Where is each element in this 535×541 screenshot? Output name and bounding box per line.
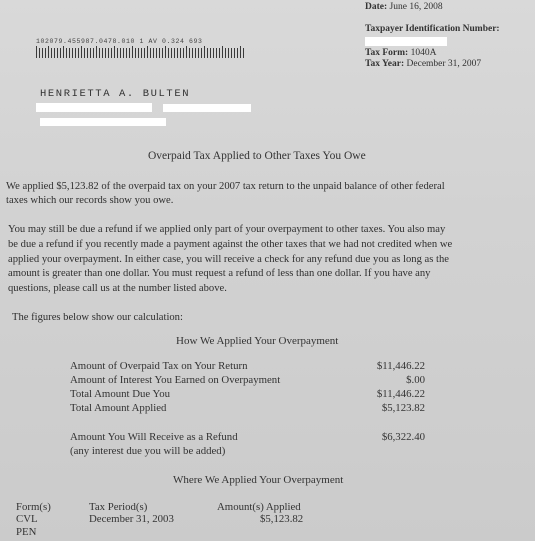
date-value: June 16, 2008 (389, 2, 443, 12)
calc-row-amount: $11,446.22 (376, 360, 425, 372)
taxpayer-name: HENRIETTA A. BULTEN (40, 88, 191, 100)
tax-form-line (365, 48, 436, 58)
refund-amount: $6,322.40 (381, 431, 425, 443)
redaction-address-2 (163, 104, 251, 112)
calc-row-amount: $.00 (406, 374, 425, 386)
table-cell-amount: $5,123.82 (260, 513, 304, 525)
calc-row-label: Amount of Interest You Earned on Overpayment (70, 374, 281, 386)
tax-year-line (365, 59, 481, 69)
calc-row-label: Total Amount Due You (70, 388, 171, 400)
paragraph-2-line-5: questions, please call us at the number listed above. (8, 283, 227, 294)
date-label: Date: (365, 2, 388, 12)
table-cell-period: December 31, 2003 (89, 513, 174, 525)
paragraph-2-line-4: amount is greater than one dollar. You must request a refund of less than one dollar. If you have any (8, 268, 431, 279)
calc-row-label: Amount of Overpaid Tax on Your Return (70, 360, 248, 372)
refund-label: Amount You Will Receive as a Refund (70, 431, 238, 443)
tax-form-label: Tax Form: (365, 48, 409, 58)
date-line (365, 2, 443, 12)
paragraph-2-line-2: be due a refund if you recently made a payment against the other taxes that we had not credited when we (8, 239, 453, 250)
table-cell-form: CVL (16, 513, 38, 525)
calc-row-amount: $11,446.22 (376, 388, 425, 400)
redaction-address-1 (36, 103, 152, 112)
redaction-tin (365, 37, 447, 46)
refund-note: (any interest due you will be added) (70, 445, 226, 457)
col-header-form: Form(s) (16, 501, 51, 513)
paragraph-1-line-1: We applied $5,123.82 of the overpaid tax on your 2007 tax return to the unpaid balance of other federal (6, 181, 445, 192)
tax-form-value: 1040A (410, 48, 437, 58)
calc-row-amount: $5,123.82 (381, 402, 425, 414)
paragraph-1-line-2: taxes which our records show you owe. (6, 195, 174, 206)
tax-year-label: Tax Year: (365, 59, 405, 69)
tin-label: Taxpayer Identification Number: (365, 24, 500, 34)
col-header-amount: Amount(s) Applied (217, 501, 301, 513)
calc-title: How We Applied Your Overpayment (176, 335, 339, 347)
tin-line (365, 24, 500, 34)
col-header-period: Tax Period(s) (89, 501, 148, 513)
where-title: Where We Applied Your Overpayment (173, 474, 344, 486)
postal-barcode (36, 48, 244, 58)
paragraph-2-line-1: You may still be due a refund if we applied only part of your overpayment to other taxes. You also may (8, 224, 446, 235)
notice-title: Overpaid Tax Applied to Other Taxes You Owe (148, 150, 366, 162)
redaction-address-3 (40, 118, 166, 126)
figures-intro: The figures below show our calculation: (12, 312, 183, 323)
table-cell-form: PEN (16, 526, 37, 538)
paragraph-2-line-3: applied your overpayment. In either case, you will receive a check for any refund due you as long as the (8, 254, 449, 265)
calc-row-label: Total Amount Applied (70, 402, 167, 414)
barcode-text: 102079.455987.0478.010 1 AV 0.324 693 (36, 38, 203, 45)
tax-year-value: December 31, 2007 (406, 59, 482, 69)
